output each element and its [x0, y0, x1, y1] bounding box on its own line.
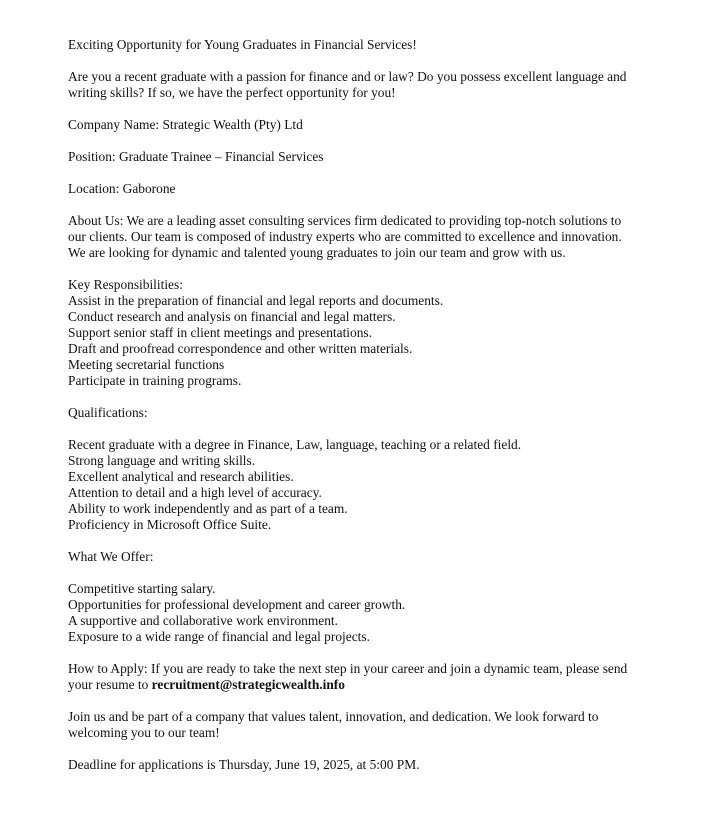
- closing-paragraph: Join us and be part of a company that values talent, innovation, and dedication. We look forward to welcoming you to our team!: [68, 709, 599, 740]
- responsibilities-heading: Key Responsibilities:: [68, 277, 183, 292]
- list-item: Assist in the preparation of financial and legal reports and documents.: [68, 293, 444, 308]
- position-line: Position: Graduate Trainee – Financial Services: [68, 149, 324, 164]
- list-item: Support senior staff in client meetings and presentations.: [68, 325, 372, 340]
- list-item: Draft and proofread correspondence and other written materials.: [68, 341, 413, 356]
- list-item: A supportive and collaborative work environment.: [68, 613, 338, 628]
- headline: Exciting Opportunity for Young Graduates in Financial Services!: [68, 37, 417, 52]
- qualifications-heading: Qualifications:: [68, 405, 148, 420]
- job-posting-document: [68, 37, 628, 789]
- intro-paragraph: Are you a recent graduate with a passion for finance and or law? Do you possess excellent language and writing skills? If so, we have the perfect opportunity for you!: [68, 69, 627, 100]
- list-item: Participate in training programs.: [68, 373, 242, 388]
- list-item: Opportunities for professional development and career growth.: [68, 597, 406, 612]
- about-paragraph: About Us: We are a leading asset consulting services firm dedicated to providing top-notch solutions to our clients. Our team is composed of industry experts who are committed to excellence and innovation. We are looking for dynamic and talented young graduates to join our team and grow with us.: [68, 213, 622, 260]
- how-to-apply-text: How to Apply: If you are ready to take the next step in your career and join a dynamic team, please send your resume to: [68, 661, 628, 692]
- list-item: Strong language and writing skills.: [68, 453, 256, 468]
- list-item: Exposure to a wide range of financial and legal projects.: [68, 629, 370, 644]
- list-item: Excellent analytical and research abilities.: [68, 469, 294, 484]
- list-item: Meeting secretarial functions: [68, 357, 225, 372]
- list-item: Ability to work independently and as part of a team.: [68, 501, 348, 516]
- qualifications-list: [68, 437, 628, 533]
- recruitment-email-link[interactable]: recruitment@strategicwealth.info: [151, 677, 345, 692]
- list-item: Competitive starting salary.: [68, 581, 216, 596]
- list-item: Attention to detail and a high level of accuracy.: [68, 485, 322, 500]
- responsibilities-section: [68, 277, 628, 389]
- list-item: Proficiency in Microsoft Office Suite.: [68, 517, 272, 532]
- location-line: Location: Gaborone: [68, 181, 176, 196]
- offer-heading: What We Offer:: [68, 549, 154, 564]
- deadline-line: Deadline for applications is Thursday, June 19, 2025, at 5:00 PM.: [68, 757, 420, 772]
- list-item: Recent graduate with a degree in Finance, Law, language, teaching or a related field.: [68, 437, 522, 452]
- how-to-apply-paragraph: [68, 661, 628, 693]
- offer-list: [68, 581, 628, 645]
- list-item: Conduct research and analysis on financial and legal matters.: [68, 309, 396, 324]
- company-name-line: Company Name: Strategic Wealth (Pty) Ltd: [68, 117, 303, 132]
